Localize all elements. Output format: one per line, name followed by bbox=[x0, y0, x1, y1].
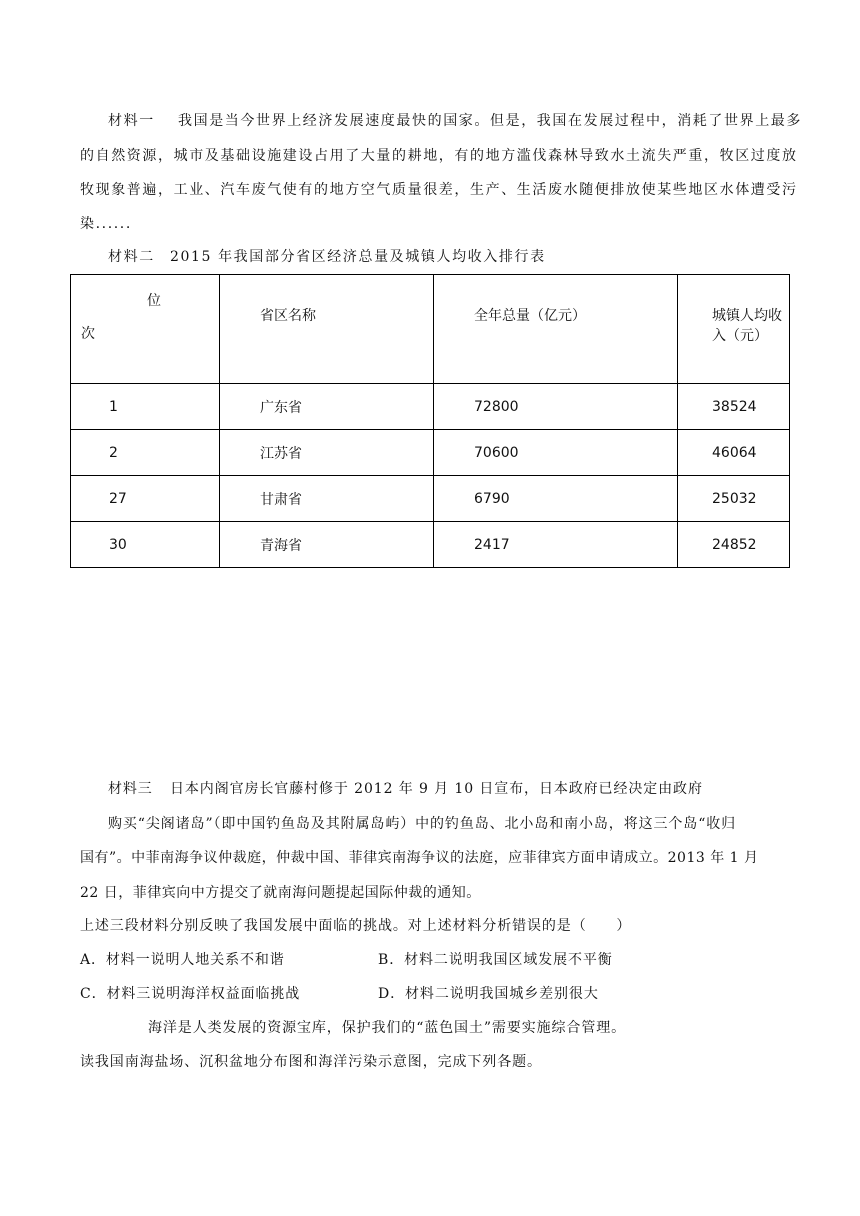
cell-gdp: 70600 bbox=[434, 430, 678, 476]
material1-label: 材料一 bbox=[108, 113, 155, 129]
material1-line3: 牧现象普遍，工业、汽车废气使有的地方空气质量很差，生产、生活废水随便排放使某些地区水体遭受污 bbox=[80, 182, 798, 198]
cell-province: 青海省 bbox=[220, 522, 434, 568]
cell-province: 甘肃省 bbox=[220, 476, 434, 522]
header-income: 城镇人均收入（元） bbox=[678, 275, 790, 384]
table-header-row bbox=[71, 275, 790, 384]
table-row bbox=[71, 522, 790, 568]
header-rank-part2: 次 bbox=[81, 326, 95, 342]
option-a[interactable]: A．材料一说明人地关系不和谐 bbox=[80, 952, 285, 968]
cell-province: 江苏省 bbox=[220, 430, 434, 476]
cell-income: 25032 bbox=[678, 476, 790, 522]
material1-line1: 我国是当今世界上经济发展速度最快的国家。但是，我国在发展过程中，消耗了世界上最多 bbox=[178, 113, 802, 129]
cell-income: 24852 bbox=[678, 522, 790, 568]
cell-gdp: 72800 bbox=[434, 384, 678, 430]
cell-gdp: 2417 bbox=[434, 522, 678, 568]
option-b[interactable]: B．材料二说明我国区域发展不平衡 bbox=[378, 952, 613, 968]
cell-income: 38524 bbox=[678, 384, 790, 430]
material1-line2: 的自然资源，城市及基础设施建设占用了大量的耕地，有的地方滥伐森林导致水土流失严重，牧区过度放 bbox=[80, 148, 798, 164]
header-rank bbox=[71, 275, 220, 384]
ocean-intro-line2: 读我国南海盐场、沉积盆地分布图和海洋污染示意图，完成下列各题。 bbox=[80, 1054, 542, 1070]
cell-rank: 30 bbox=[71, 522, 220, 568]
table-row bbox=[71, 430, 790, 476]
material3-line1: 日本内阁官房长官藤村修于 2012 年 9 月 10 日宣布，日本政府已经决定由政府 bbox=[170, 781, 703, 797]
option-d[interactable]: D．材料二说明我国城乡差别很大 bbox=[378, 986, 599, 1002]
material3-line3: 国有”。中菲南海争议仲裁庭，仲裁中国、菲律宾南海争议的法庭，应菲律宾方面申请成立。2013 年 1 月 bbox=[80, 850, 759, 866]
cell-income: 46064 bbox=[678, 430, 790, 476]
header-gdp: 全年总量（亿元） bbox=[434, 275, 678, 384]
option-c[interactable]: C．材料三说明海洋权益面临挑战 bbox=[80, 986, 301, 1002]
material3-line4: 22 日，菲律宾向中方提交了就南海问题提起国际仲裁的通知。 bbox=[80, 885, 481, 901]
header-province: 省区名称 bbox=[220, 275, 434, 384]
cell-rank: 2 bbox=[71, 430, 220, 476]
material3-label: 材料三 bbox=[108, 781, 153, 797]
question-stem: 上述三段材料分别反映了我国发展中面临的挑战。对上述材料分析错误的是（ ） bbox=[80, 918, 632, 934]
cell-province: 广东省 bbox=[220, 384, 434, 430]
table-row bbox=[71, 476, 790, 522]
cell-gdp: 6790 bbox=[434, 476, 678, 522]
ocean-intro-line1: 海洋是人类发展的资源宝库，保护我们的“蓝色国土”需要实施综合管理。 bbox=[148, 1020, 627, 1036]
cell-rank: 1 bbox=[71, 384, 220, 430]
material2-title: 2015 年我国部分省区经济总量及城镇人均收入排行表 bbox=[170, 249, 546, 265]
cell-rank: 27 bbox=[71, 476, 220, 522]
table-row bbox=[71, 384, 790, 430]
material3-line2: 购买“尖阁诸岛”（即中国钓鱼岛及其附属岛屿）中的钓鱼岛、北小岛和南小岛，将这三个岛“收归 bbox=[108, 816, 737, 832]
header-rank-part1: 位 bbox=[147, 293, 161, 309]
material2-label: 材料二 bbox=[108, 249, 155, 265]
material1-line4: 染...... bbox=[80, 216, 132, 232]
ranking-table bbox=[70, 274, 790, 568]
